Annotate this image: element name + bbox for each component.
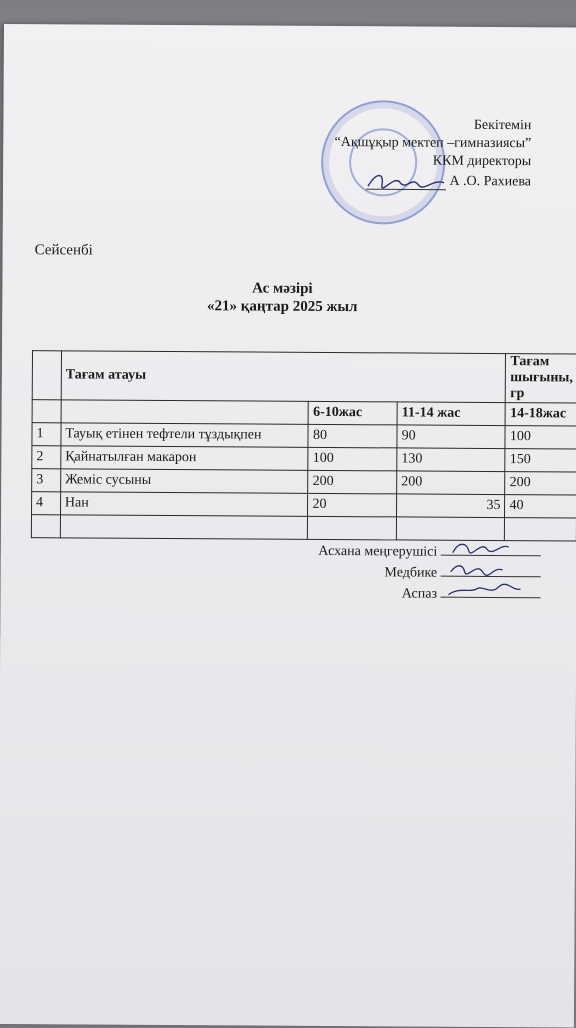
- age-group-3: 14-18жас: [506, 403, 576, 426]
- table-cell: [396, 517, 505, 541]
- age-group-2: 11-14 жас: [397, 402, 506, 426]
- table-row: [32, 469, 576, 495]
- row-number: 1: [32, 423, 61, 446]
- portion-11-14: 90: [397, 425, 506, 449]
- nurse-signature-icon: [447, 560, 527, 578]
- portion-11-14: 35: [397, 494, 506, 518]
- dish-name: Нан: [60, 492, 308, 517]
- table-row: [32, 446, 576, 472]
- dish-name: Жеміс сусыны: [61, 469, 309, 494]
- portion-14-18: 200: [505, 472, 576, 495]
- row-number: 3: [32, 469, 61, 492]
- portion-6-10: 200: [308, 470, 397, 494]
- menu-date: «21» қаңтар 2025 жыл: [2, 296, 562, 317]
- header-dish-name: Тағам атауы: [61, 351, 506, 403]
- portion-14-18: 100: [505, 426, 576, 449]
- approval-block: [334, 116, 531, 193]
- cook-signature-icon: [446, 581, 526, 599]
- director-signature-icon: [366, 170, 446, 192]
- portion-11-14: 130: [397, 448, 506, 472]
- weekday: Сейсенбі: [35, 242, 93, 259]
- menu-table: [31, 350, 576, 541]
- head-signature-icon: [447, 539, 527, 557]
- portion-6-10: 80: [308, 424, 397, 448]
- table-cell: [61, 400, 309, 425]
- director-name-line: [334, 170, 531, 193]
- head-label: Асхана меңгерушісі: [318, 544, 437, 560]
- age-group-row: [32, 400, 576, 426]
- table-row-empty: [31, 515, 576, 541]
- menu-title: [2, 278, 562, 317]
- approval-label: Бекітемін: [335, 116, 532, 135]
- director-title: ККМ директоры: [334, 152, 531, 171]
- portion-14-18: 150: [505, 449, 576, 472]
- signature-block: [318, 540, 541, 604]
- portion-6-10: 20: [308, 493, 397, 517]
- dish-name: Тауық етінен тефтели тұздықпен: [61, 423, 309, 448]
- dish-name: Қайнатылған макарон: [61, 446, 309, 471]
- table-cell: [32, 400, 61, 423]
- age-group-1: 6-10жас: [309, 401, 398, 425]
- document-page: [0, 24, 576, 1027]
- table-cell: [60, 515, 308, 540]
- portion-11-14: 200: [397, 471, 506, 495]
- table-cell: [32, 351, 61, 400]
- head-signature-line: [318, 540, 541, 562]
- nurse-label: Медбике: [384, 565, 437, 580]
- menu-title-main: Ас мәзірі: [2, 278, 562, 299]
- row-number: 4: [32, 492, 61, 515]
- nurse-signature-line: [318, 561, 541, 583]
- table-header-row: [32, 351, 576, 403]
- header-portion-weight: Тағам шығыны, гр: [506, 354, 576, 403]
- table-row: [32, 423, 576, 449]
- table-cell: [308, 516, 397, 540]
- table-cell: [505, 518, 576, 541]
- row-number: 2: [32, 446, 61, 469]
- table-cell: [31, 515, 60, 538]
- cook-signature-line: [318, 582, 541, 604]
- portion-14-18: 40: [505, 495, 576, 518]
- school-name: “Ақшұқыр мектеп –гимназиясы”: [334, 134, 531, 153]
- portion-6-10: 100: [308, 447, 397, 471]
- cook-label: Аспаз: [402, 586, 437, 601]
- table-row: [32, 492, 576, 518]
- director-name: А .О. Рахиева: [449, 174, 531, 189]
